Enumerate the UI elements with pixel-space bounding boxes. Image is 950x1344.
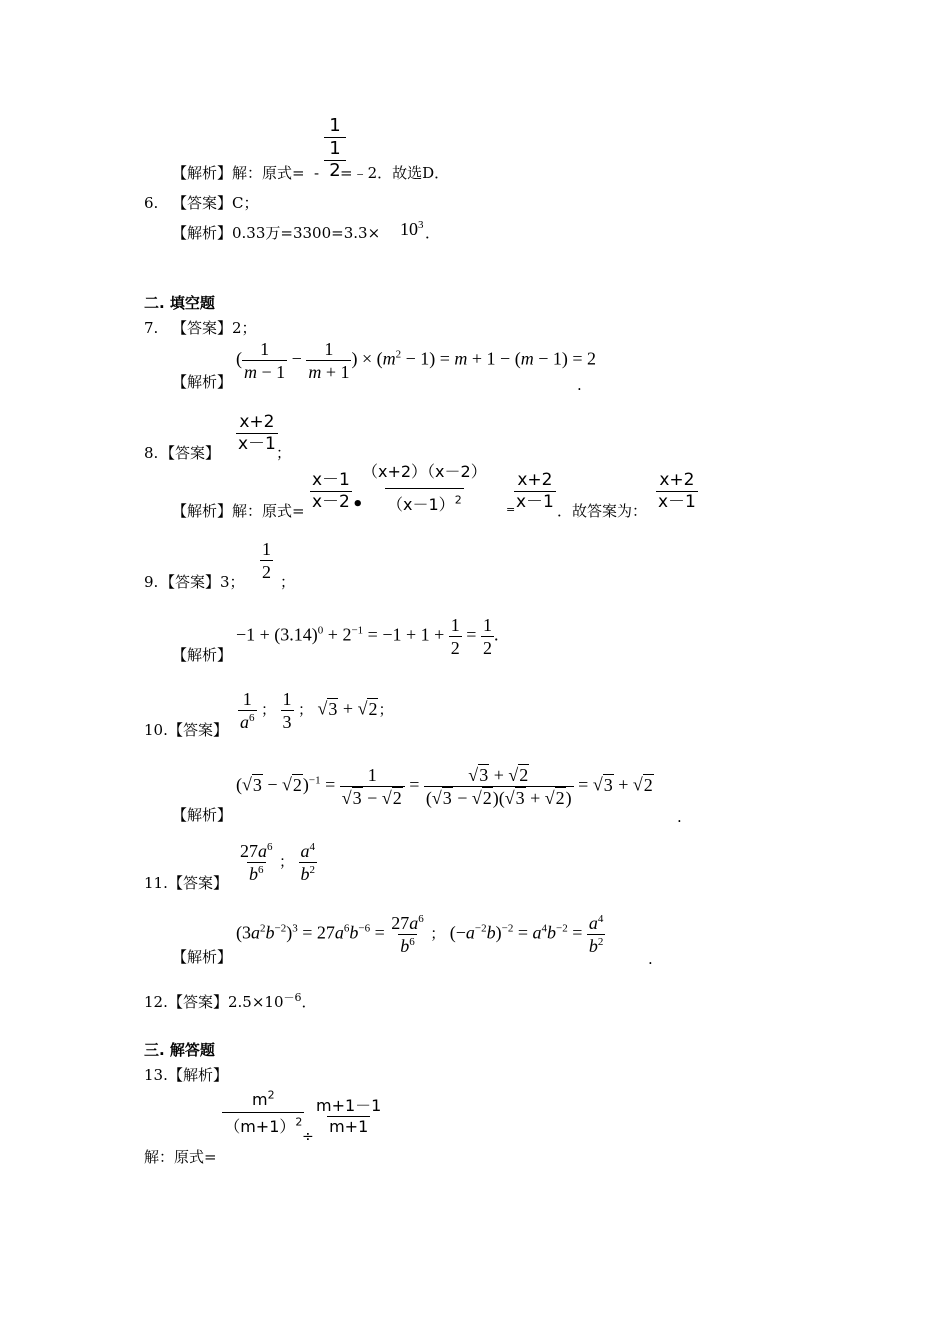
q12-end: ．	[301, 993, 317, 1011]
q13-divide: ÷	[302, 1129, 314, 1145]
q8-dot: •	[352, 494, 364, 515]
q9-number: 9.	[144, 573, 159, 591]
q6-jiexi: 【解析】0.33万=3300=3.3×	[172, 224, 381, 242]
q6-power	[400, 220, 424, 238]
q10-formula: $(√3 - √2)^{-1}$ = $\frac{1}{√3 - √2}$ = $\frac{√3 + √2}{(√3 - √2)(√3 + √2)}$ = √3 + √2	[236, 765, 653, 808]
q11-number: 11.	[144, 874, 168, 892]
q11-formula: $(3a^2b^{-2})^3 = 27a^6b^{-6}$ = $\frac{27a^6}{b^6}$ ； $(-a^{-2}b)^{-2} = a^4b^{-2}$ = $\frac{a^4}{b^2}$	[236, 913, 604, 956]
q5-inner-numerator: 1	[324, 138, 346, 161]
q11-answer-label: 【答案】	[168, 874, 229, 892]
q9-answer-end: ；	[280, 573, 296, 591]
q6-exponent: 3	[418, 219, 424, 231]
q5-minus: -	[314, 164, 320, 182]
q11-answer-values: $\frac{27a^6}{b^6}$ ； $\frac{a^4}{b^2}$	[240, 841, 316, 884]
q10-period: .	[677, 808, 682, 826]
q10-answer-label: 【答案】	[168, 721, 229, 739]
q9-formula: $-1 + (3.14)^0 + 2^{-1} = -1 + 1$ + $\frac{1}{2}$ = $\frac{1}{2}$ .	[236, 615, 499, 658]
q13-solution: 解：原式=	[144, 1148, 217, 1166]
q6-base: 10	[400, 219, 418, 239]
q5-inner-denominator: 2	[329, 159, 341, 181]
q9-answer-fraction: $\frac{1}{2}$	[262, 539, 271, 582]
q6-answer: 【答案】C；	[172, 194, 259, 212]
q10-answer-values: $\frac{1}{a^6}$ ； $\frac{1}{3}$ ； √3 + √2；	[240, 689, 394, 732]
q13-jiexi-label: 【解析】	[168, 1066, 229, 1084]
section-3-title: 三. 解答题	[144, 1041, 215, 1059]
q8-answer-end: ；	[276, 444, 292, 462]
q13-fraction-1: $\frac{m^2}{(m+1)^2}$	[224, 1088, 303, 1136]
section-2-title: 二. 填空题	[144, 294, 215, 312]
q12-exponent: －6	[283, 991, 302, 1004]
q7-answer: 【答案】2；	[172, 319, 257, 337]
q12-answer	[168, 991, 317, 1011]
q12-answer-text: 【答案】2.5×10	[168, 993, 284, 1011]
q5-outer-numerator: 1	[324, 116, 346, 138]
q13-number: 13.	[144, 1066, 168, 1084]
q11-period: .	[648, 950, 653, 968]
q10-jiexi-label: 【解析】	[172, 806, 233, 824]
q10-number: 10.	[144, 721, 168, 739]
q8-fraction-1: $\frac{x-1}{x-2}$	[312, 470, 350, 512]
q9-jiexi-label: 【解析】	[172, 646, 233, 664]
q8-number: 8.	[144, 444, 159, 462]
q7-number: 7.	[144, 319, 159, 337]
q13-fraction-2: $\frac{m+1-1}{m+1}$	[316, 1096, 382, 1136]
q8-jiexi-label: 【解析】解：原式=	[172, 502, 305, 520]
q8-tail: ．故答案为：	[557, 502, 648, 520]
q12-number: 12.	[144, 993, 168, 1011]
q8-fraction-2: $\frac{(x+2)(x-2)}{(x-1)^2}$	[362, 462, 487, 514]
q7-jiexi-label: 【解析】	[172, 373, 233, 391]
q9-answer: 【答案】3；	[160, 573, 245, 591]
q8-fraction-4: $\frac{x+2}{x-1}$	[658, 470, 696, 512]
q8-answer-fraction: $\frac{x+2}{x-1}$	[238, 412, 276, 454]
q11-jiexi-label: 【解析】	[172, 948, 233, 966]
q8-fraction-3: $\frac{x+2}{x-1}$	[516, 470, 554, 512]
q5-jiexi-label: 【解析】解：原式=	[172, 164, 305, 182]
q7-formula: ( $\frac{1}{m - 1}$ − $\frac{1}{m + 1}$ ) × $(m^2 - 1) = m + 1 - (m - 1) = 2$	[236, 339, 596, 382]
q8-answer-label: 【答案】	[160, 444, 221, 462]
q7-period: .	[577, 376, 582, 394]
q6-end: ．	[425, 224, 441, 242]
q5-rest: =﹣2．故选D．	[340, 164, 450, 182]
q8-equals: =	[506, 503, 516, 516]
q6-number: 6.	[144, 194, 159, 212]
